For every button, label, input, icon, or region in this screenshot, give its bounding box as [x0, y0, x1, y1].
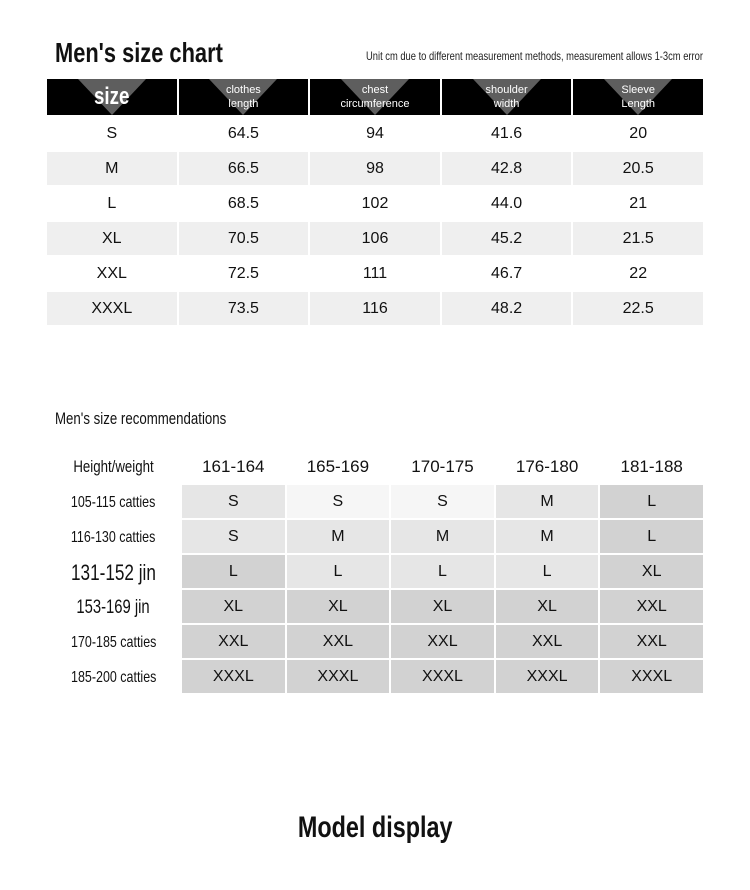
size-cell: XXXL — [47, 292, 177, 325]
clothes-length-cell: 70.5 — [179, 222, 309, 255]
size-rec-cell: XL — [287, 590, 390, 625]
clothes-length-cell: 73.5 — [179, 292, 309, 325]
size-rec-cell: XL — [391, 590, 494, 625]
size-rec-cell: XXL — [600, 625, 703, 660]
size-rec-cell: L — [391, 555, 494, 590]
header-chest-circumference: chest circumference — [310, 79, 440, 115]
size-rec-cell: XXL — [496, 625, 599, 660]
size-rec-cell: L — [182, 555, 285, 590]
size-rec-cell: XXXL — [391, 660, 494, 695]
size-rec-cell: S — [182, 485, 285, 520]
weight-label: 170-185 catties — [70, 634, 157, 651]
height-header: 165-169 — [306, 457, 370, 476]
recommendations-title: Men's size recommendations — [55, 409, 227, 428]
clothes-length-cell: 68.5 — [227, 195, 259, 212]
size-rec-cell: M — [391, 520, 494, 555]
model-display-title: Model display — [297, 811, 453, 844]
measurement-note: Unit cm due to different measurement methods, measurement allows 1-3cm error — [366, 49, 703, 63]
chest-cell: 94 — [366, 125, 384, 142]
size-rec-cell: XXL — [391, 625, 494, 660]
sleeve-cell: 20.5 — [573, 152, 703, 185]
size-rec-cell: M — [287, 520, 390, 555]
size-cell: L — [107, 195, 117, 212]
size-rec-cell: XXXL — [287, 660, 390, 695]
weight-label: 185-200 catties — [70, 669, 157, 686]
shoulder-cell: 42.8 — [442, 152, 572, 185]
chest-cell: 116 — [310, 292, 440, 325]
size-rec-cell: L — [600, 485, 703, 520]
size-rec-cell: L — [287, 555, 390, 590]
shoulder-cell: 44.0 — [491, 195, 523, 212]
sleeve-cell: 22.5 — [573, 292, 703, 325]
chest-cell: 111 — [362, 265, 388, 282]
height-header: 181-188 — [620, 457, 683, 476]
shoulder-cell: 41.6 — [491, 125, 523, 142]
size-cell: XL — [47, 222, 177, 255]
clothes-length-cell: 66.5 — [179, 152, 309, 185]
size-rec-cell: M — [496, 485, 599, 520]
shoulder-cell: 48.2 — [442, 292, 572, 325]
header-clothes-length: clothes length — [179, 79, 309, 115]
size-rec-cell: S — [391, 485, 494, 520]
shoulder-cell: 46.7 — [491, 265, 523, 282]
size-rec-cell: XXXL — [600, 660, 703, 695]
header-size: size — [47, 79, 177, 115]
size-rec-cell: XL — [600, 555, 703, 590]
sleeve-cell: 22 — [629, 265, 648, 282]
header-sleeve-length: Sleeve Length — [573, 79, 703, 115]
size-chart-table — [47, 79, 703, 325]
size-rec-cell: S — [287, 485, 390, 520]
height-header: 170-175 — [411, 457, 474, 476]
clothes-length-cell: 72.5 — [227, 265, 259, 282]
shoulder-cell: 45.2 — [442, 222, 572, 255]
corner-label: Height/weight — [73, 457, 154, 476]
size-rec-cell: XL — [182, 590, 285, 625]
height-header: 176-180 — [515, 457, 579, 476]
size-rec-cell: XXXL — [182, 660, 285, 695]
sleeve-cell: 21.5 — [573, 222, 703, 255]
header-shoulder-width: shoulder width — [442, 79, 572, 115]
clothes-length-cell: 64.5 — [227, 125, 259, 142]
size-chart-title: Men's size chart — [55, 37, 223, 68]
chest-cell: 102 — [361, 195, 389, 212]
weight-label: 105-115 catties — [71, 494, 156, 511]
size-cell: XXL — [96, 265, 127, 282]
chest-cell: 106 — [310, 222, 440, 255]
size-rec-cell: XXL — [182, 625, 285, 660]
weight-label: 153-169 jin — [76, 597, 151, 618]
weight-label: 131-152 jin — [71, 560, 156, 585]
chest-cell: 98 — [310, 152, 440, 185]
size-rec-cell: L — [600, 520, 703, 555]
recommendations-table — [47, 449, 703, 695]
size-rec-cell: M — [496, 520, 599, 555]
size-rec-cell: XL — [496, 590, 599, 625]
size-cell: S — [106, 125, 118, 142]
height-header: 161-164 — [202, 457, 265, 476]
size-rec-cell: XXL — [600, 590, 703, 625]
sleeve-cell: 20 — [629, 125, 648, 142]
weight-label: 116-130 catties — [71, 529, 156, 546]
size-rec-cell: XXXL — [496, 660, 599, 695]
sleeve-cell: 21 — [629, 195, 648, 212]
size-rec-cell: L — [496, 555, 599, 590]
size-rec-cell: XXL — [287, 625, 390, 660]
size-cell: M — [47, 152, 177, 185]
size-rec-cell: S — [182, 520, 285, 555]
